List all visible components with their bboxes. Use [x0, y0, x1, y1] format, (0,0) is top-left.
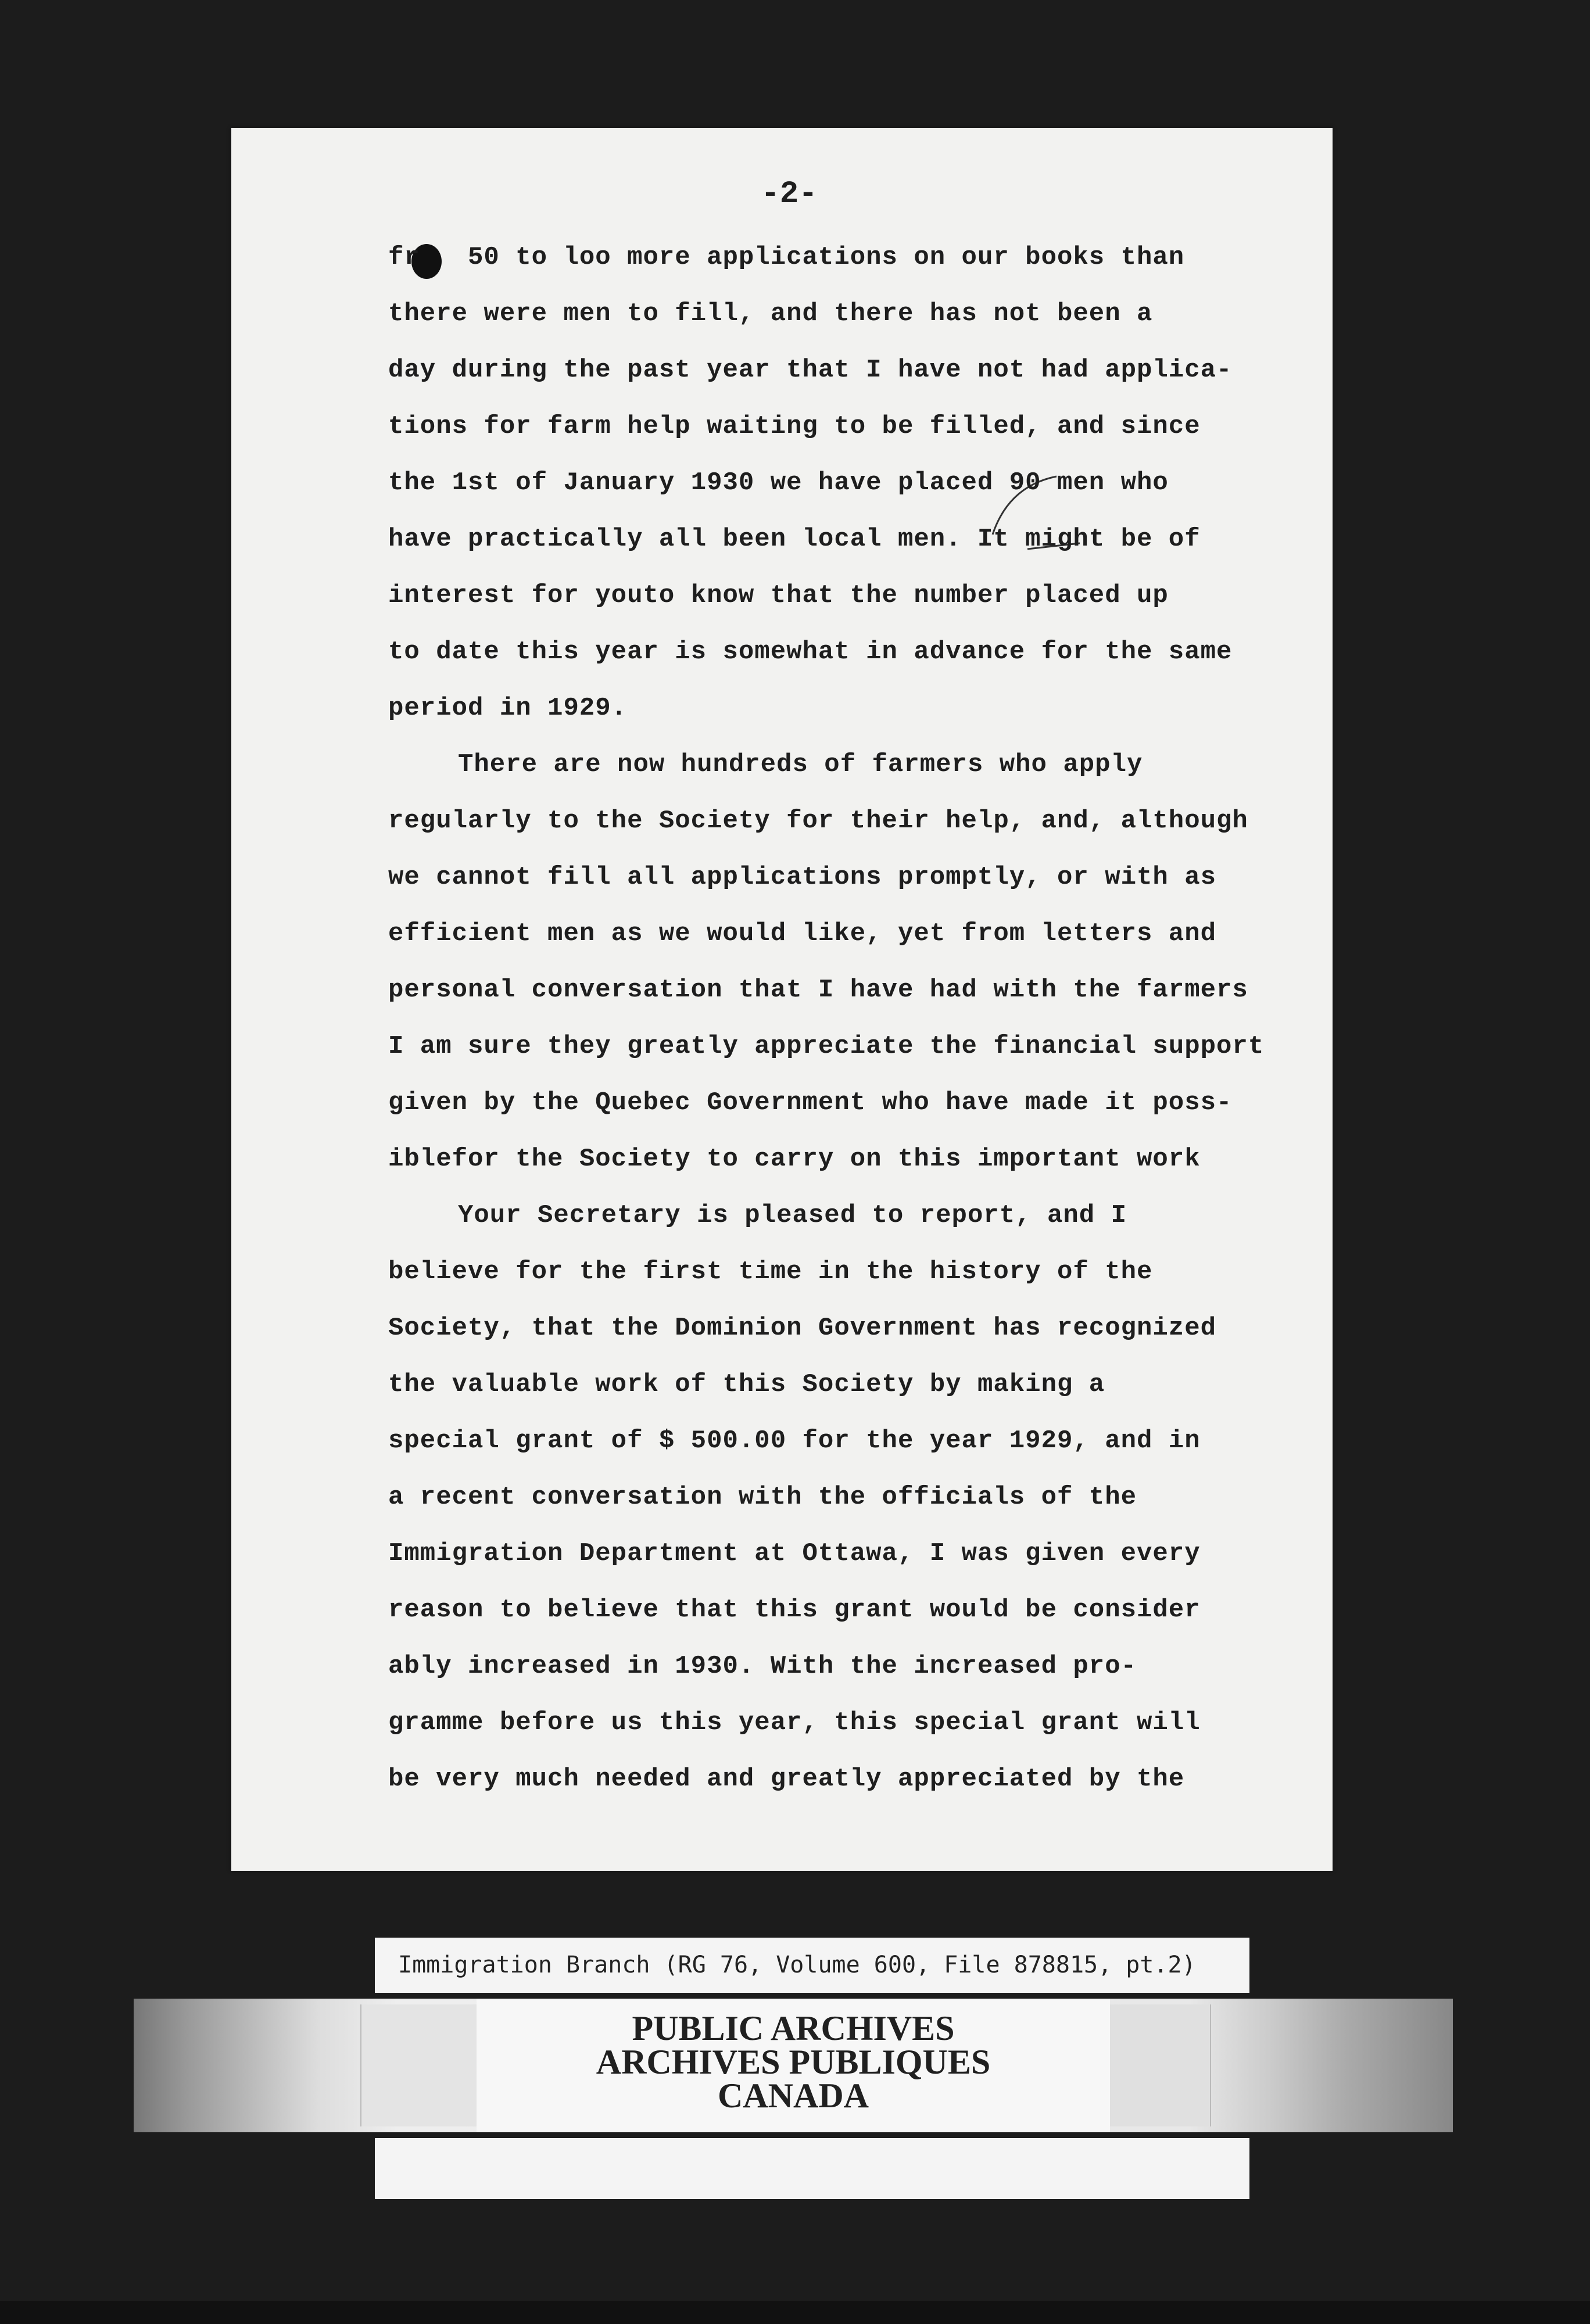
text-line: period in 1929. [388, 694, 628, 723]
text-line: special grant of $ 500.00 for the year 1929, and in [388, 1426, 1201, 1455]
text-line: fr 50 to loo more applications on our books than [388, 243, 1185, 272]
text-line: regularly to the Society for their help, and, although [388, 806, 1248, 835]
stamp-line: PUBLIC ARCHIVES [632, 2009, 955, 2047]
text-line: there were men to fill, and there has not been a [388, 299, 1153, 328]
text-line: to date this year is somewhat in advance for the same [388, 637, 1233, 666]
page-number: -2- [761, 177, 818, 212]
text-line: given by the Quebec Government who have made it poss- [388, 1088, 1233, 1117]
text-line: the valuable work of this Society by making a [388, 1370, 1105, 1399]
text-line: the 1st of January 1930 we have placed 90 men who [388, 468, 1169, 497]
archive-caption: Immigration Branch (RG 76, Volume 600, File 878815, pt.2) [375, 1938, 1249, 1993]
text-line: I am sure they greatly appreciate the financial support [388, 1032, 1265, 1061]
text-line: Your Secretary is pleased to report, and I [458, 1201, 1127, 1230]
text-line: a recent conversation with the officials of the [388, 1483, 1137, 1512]
document-page [231, 128, 1333, 1871]
text-line: personal conversation that I have had with the farmers [388, 975, 1248, 1005]
stamp-line: ARCHIVES PUBLIQUES [596, 2043, 991, 2081]
film-edge [0, 2301, 1590, 2324]
text-line: Society, that the Dominion Government has recognized [388, 1314, 1217, 1343]
text-line: reason to believe that this grant would be consider [388, 1595, 1201, 1624]
archive-stamp [477, 1999, 1110, 2132]
archive-stamp-band [134, 1999, 1453, 2132]
text-line: iblefor the Society to carry on this important work [388, 1145, 1201, 1174]
text-line: be very much needed and greatly appreciated by the [388, 1764, 1185, 1794]
text-line: gramme before us this year, this special grant will [388, 1708, 1201, 1737]
text-line: we cannot fill all applications promptly, or with as [388, 863, 1217, 892]
text-line: day during the past year that I have not had applica- [388, 356, 1233, 385]
text-line: Immigration Department at Ottawa, I was given every [388, 1539, 1201, 1568]
text-line: There are now hundreds of farmers who apply [458, 750, 1143, 779]
text-line: have practically all been local men. It might be of [388, 525, 1201, 554]
typed-body-text [388, 229, 1330, 1807]
stamp-band-panel [360, 2004, 496, 2126]
stamp-line: CANADA [718, 2076, 869, 2115]
text-line: tions for farm help waiting to be filled, and since [388, 412, 1201, 441]
text-line: ably increased in 1930. With the increased pro- [388, 1652, 1137, 1681]
blank-label-strip [375, 2138, 1249, 2199]
text-line: interest for youto know that the number placed up [388, 581, 1169, 610]
text-line: efficient men as we would like, yet from letters and [388, 919, 1217, 948]
text-line: believe for the first time in the history of the [388, 1257, 1153, 1286]
